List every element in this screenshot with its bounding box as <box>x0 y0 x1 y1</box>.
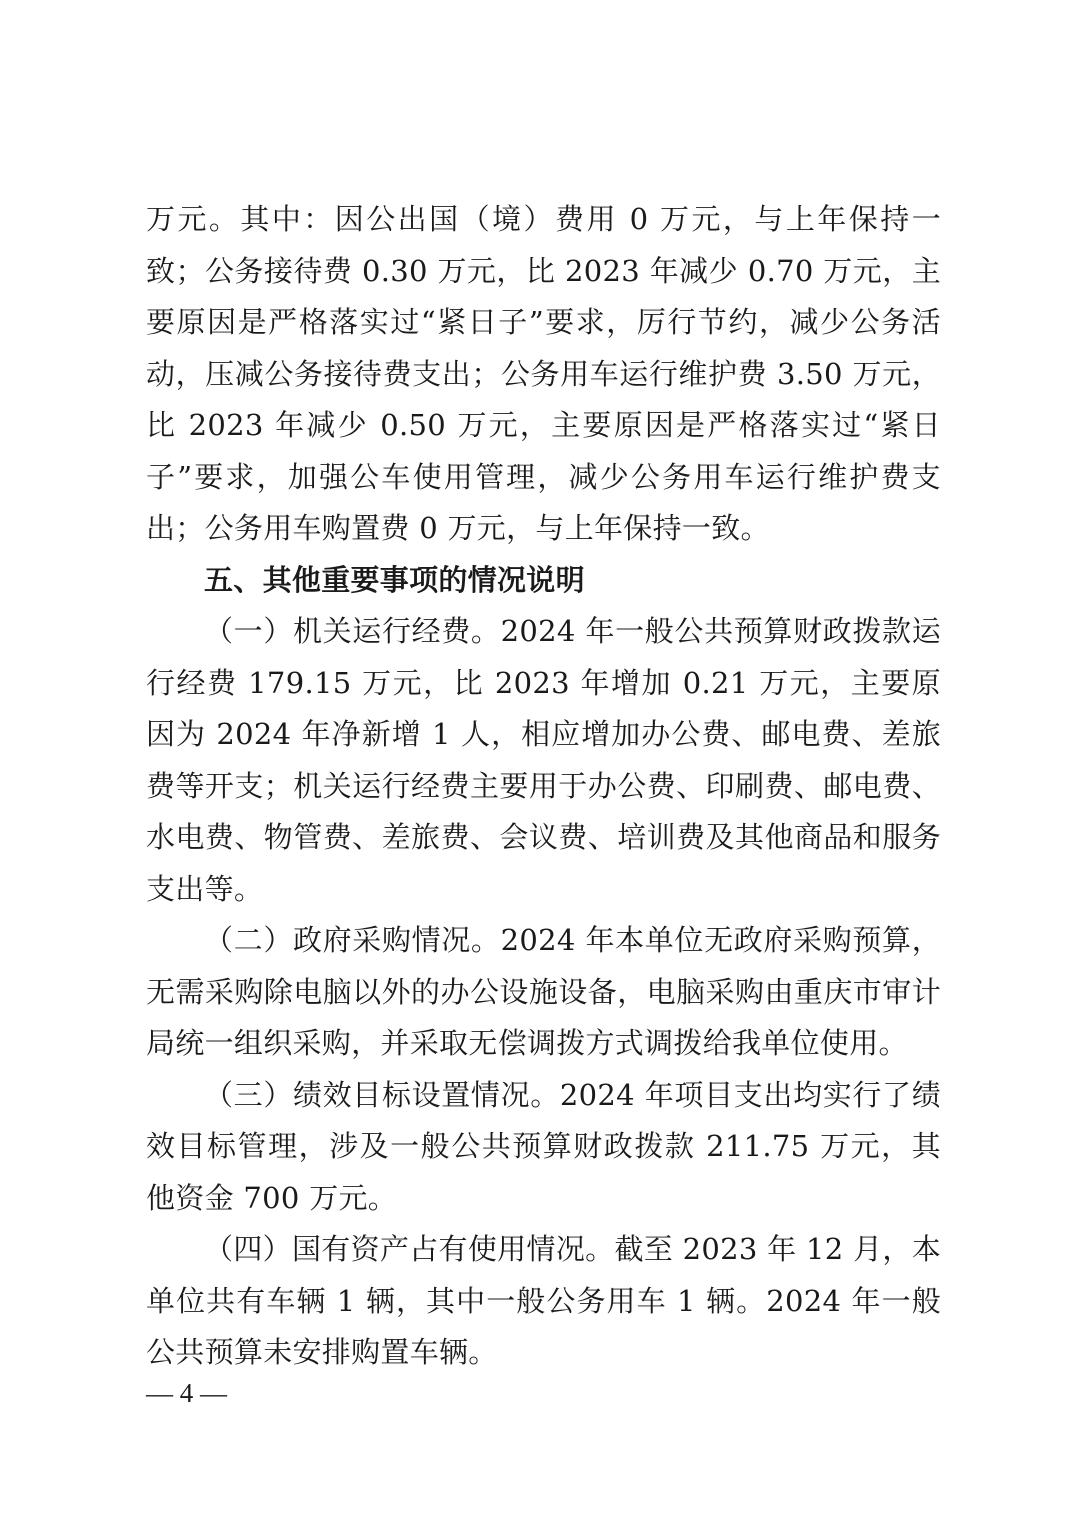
page-number: — 4 — <box>146 1378 227 1408</box>
paragraph-performance-targets: （三）绩效目标设置情况。2024 年项目支出均实行了绩效目标管理，涉及一般公共预算财政拨款 211.75 万元，其他资金 700 万元。 <box>146 1077 941 1215</box>
paragraph-state-assets: （四）国有资产占有使用情况。截至 2023 年 12 月，本单位共有车辆 1 辆，其中一般公务用车 1 辆。2024 年一般公共预算未安排购置车辆。 <box>146 1232 941 1369</box>
section-heading: 五、其他重要事项的情况说明 <box>204 562 585 597</box>
document-body <box>146 194 941 1379</box>
paragraph-operating-funds: （一）机关运行经费。2024 年一般公共预算财政拨款运行经费 179.15 万元，比 2023 年增加 0.21 万元，主要原因为 2024 年净新增 1 人，相应增加办公费、邮电费、差旅费等开支；机关运行经费主要用于办公费、印刷费、邮电费、水电费、物管费、差旅费、会议费、培训费及其他商品和服务支出等。 <box>146 614 941 906</box>
paragraph-procurement: （二）政府采购情况。2024 年本单位无政府采购预算，无需采购除电脑以外的办公设施设备，电脑采购由重庆市审计局统一组织采购，并采取无偿调拨方式调拨给我单位使用。 <box>146 923 941 1060</box>
paragraph-continuation: 万元。其中：因公出国（境）费用 0 万元，与上年保持一致；公务接待费 0.30 万元，比 2023 年减少 0.70 万元，主要原因是严格落实过“紧日子”要求，厉行节约，减少公务活动，压减公务接待费支出；公务用车运行维护费 3.50 万元，比 2023 年减少 0.50 万元，主要原因是严格落实过“紧日子”要求，加强公车使用管理，减少公务用车运行维护费支出；公务用车购置费 0 万元，与上年保持一致。 <box>146 202 941 545</box>
